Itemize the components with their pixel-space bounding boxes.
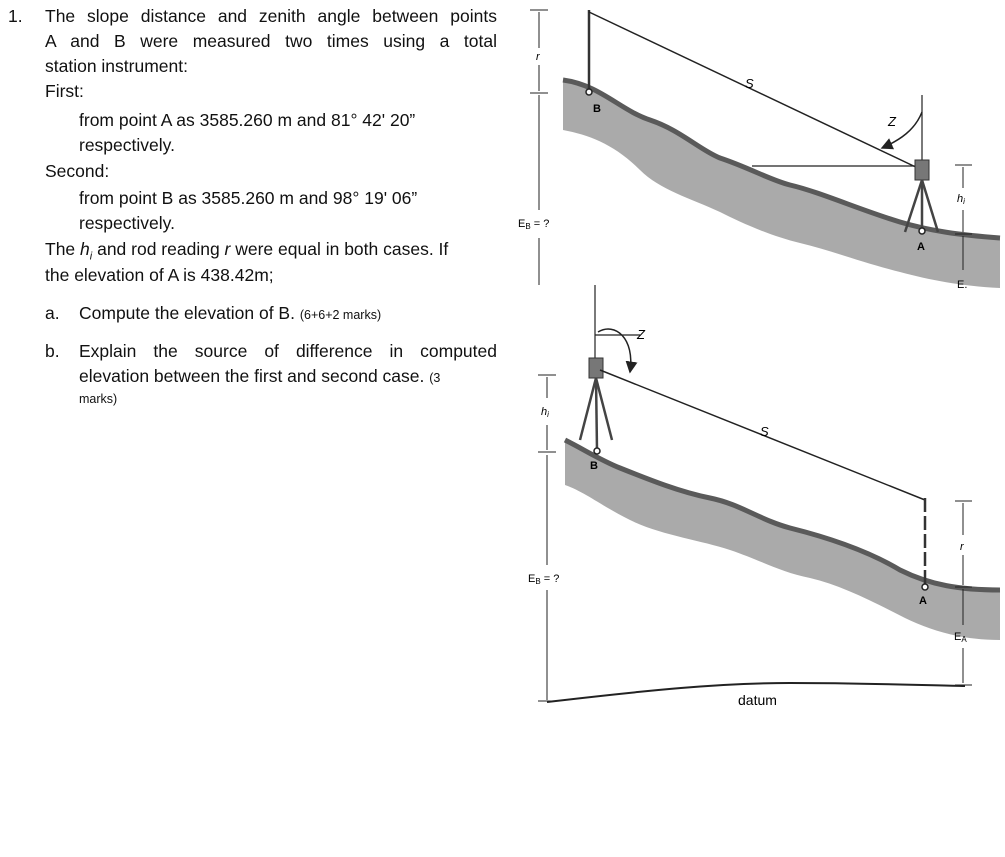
first-label: First: <box>45 81 84 101</box>
first-line-1: from point A as 3585.260 m and 81° 42' 20” <box>79 110 416 130</box>
top-point-b <box>586 89 592 95</box>
top-label-a: A <box>917 241 925 253</box>
bottom-label-r: r <box>960 541 964 553</box>
question-number: 1. <box>8 6 23 26</box>
second-label: Second: <box>45 161 110 181</box>
second-line-1: from point B as 3585.260 m and 98° 19' 06” <box>79 188 418 208</box>
condition-post: were equal in both cases. If <box>230 239 449 259</box>
top-label-z: Z <box>888 114 896 129</box>
intro-line-3: station instrument: <box>45 56 188 76</box>
intro-line-2: A and B were measured two times using a total <box>45 31 497 51</box>
condition-pre: The <box>45 239 81 259</box>
part-a-letter: a. <box>45 303 60 323</box>
top-label-s: S <box>745 76 754 91</box>
bottom-label-eb: EB = ? <box>528 573 560 586</box>
part-b-marks-b: marks) <box>79 392 118 406</box>
top-label-r: r <box>536 51 540 63</box>
datum-label: datum <box>738 692 777 708</box>
part-a-marks: (6+6+2 marks) <box>299 308 382 322</box>
bottom-point-a <box>922 584 928 590</box>
top-label-hi: hi <box>957 193 965 206</box>
elevation-line: the elevation of A is 438.42m; <box>45 265 274 285</box>
bottom-label-a: A <box>919 595 927 607</box>
top-point-a <box>919 228 925 234</box>
part-b-letter: b. <box>45 341 60 361</box>
top-figure <box>518 10 1000 291</box>
bottom-point-b <box>594 448 600 454</box>
bottom-figure <box>528 285 1000 708</box>
bottom-label-z: Z <box>637 327 645 342</box>
part-b-line-1: Explain the source of difference in computed <box>79 341 497 361</box>
hi-variable: $h_i$ <box>80 239 93 263</box>
part-b-line-2: elevation between the first and second case. (3 <box>79 366 441 386</box>
part-a-text: Compute the elevation of B. (6+6+2 marks) <box>79 303 382 323</box>
r-variable: r <box>224 239 231 259</box>
bottom-label-b: B <box>590 460 598 472</box>
condition-mid: and rod reading <box>92 239 225 259</box>
top-label-eb: EB = ? <box>518 218 550 231</box>
bottom-label-ea: EA <box>954 631 967 644</box>
intro-line-1: The slope distance and zenith angle between points <box>45 6 497 26</box>
top-label-b: B <box>593 103 601 115</box>
first-line-2: respectively. <box>79 135 175 155</box>
second-line-2: respectively. <box>79 213 175 233</box>
top-label-ea: E. <box>957 279 968 291</box>
bottom-label-s: S <box>760 424 769 439</box>
bottom-label-hi: hi <box>541 406 549 419</box>
part-b-marks-a: (3 <box>429 371 441 385</box>
bottom-instrument <box>580 358 612 450</box>
